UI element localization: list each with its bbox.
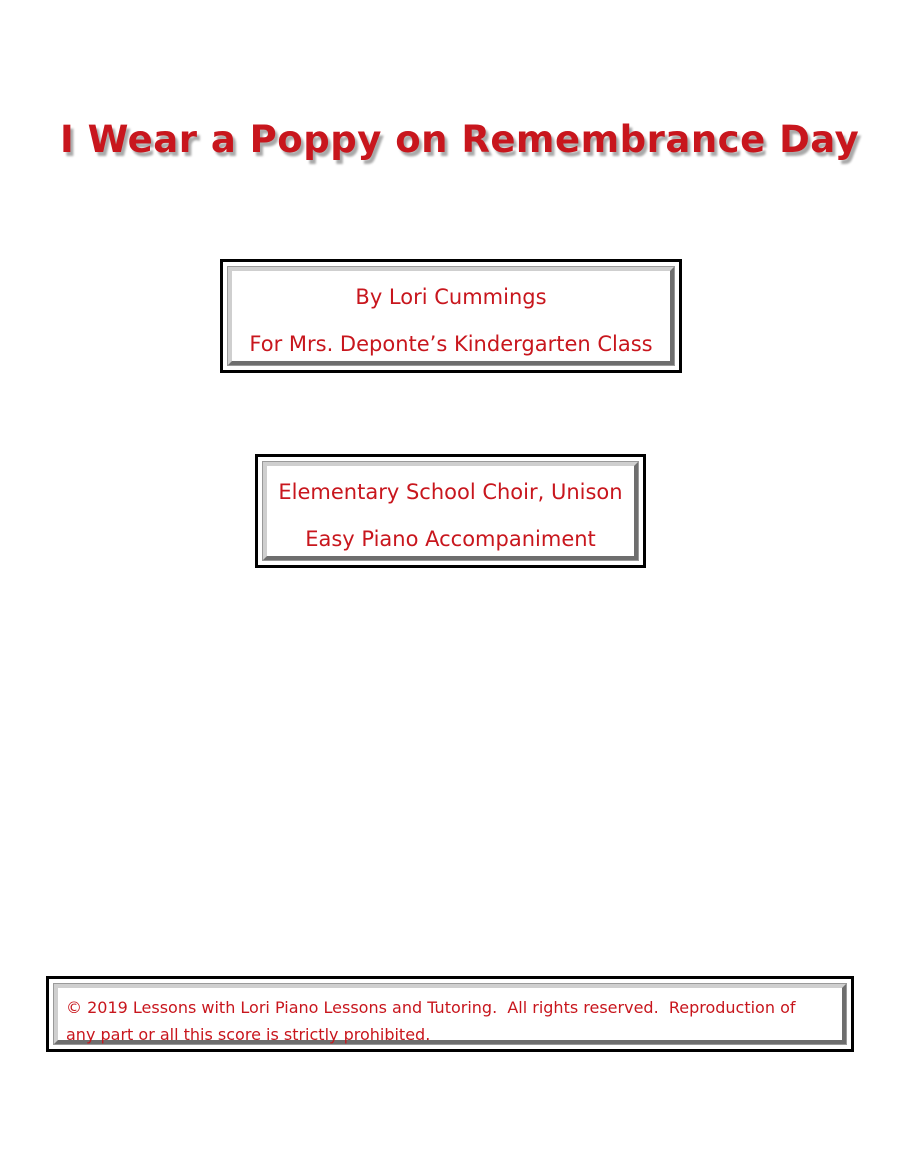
- author-credit: By Lori Cummings: [355, 285, 547, 309]
- copyright-box: [46, 976, 854, 1052]
- arrangement-box: [255, 454, 646, 568]
- copyright-line-2: any part or all this score is strictly prohibited.: [66, 1025, 431, 1044]
- page-title: I Wear a Poppy on Remembrance Day: [60, 118, 860, 161]
- author-box-inner: [228, 267, 674, 365]
- copyright-box-inner: [54, 984, 846, 1044]
- voicing-label: Elementary School Choir, Unison: [278, 480, 623, 504]
- copyright-line-1: © 2019 Lessons with Lori Piano Lessons and Tutoring. All rights reserved. Reproduction of: [66, 998, 796, 1017]
- author-box: [220, 259, 682, 373]
- dedication-credit: For Mrs. Deponte’s Kindergarten Class: [249, 332, 653, 356]
- arrangement-box-inner: [263, 462, 638, 560]
- accompaniment-label: Easy Piano Accompaniment: [305, 527, 596, 551]
